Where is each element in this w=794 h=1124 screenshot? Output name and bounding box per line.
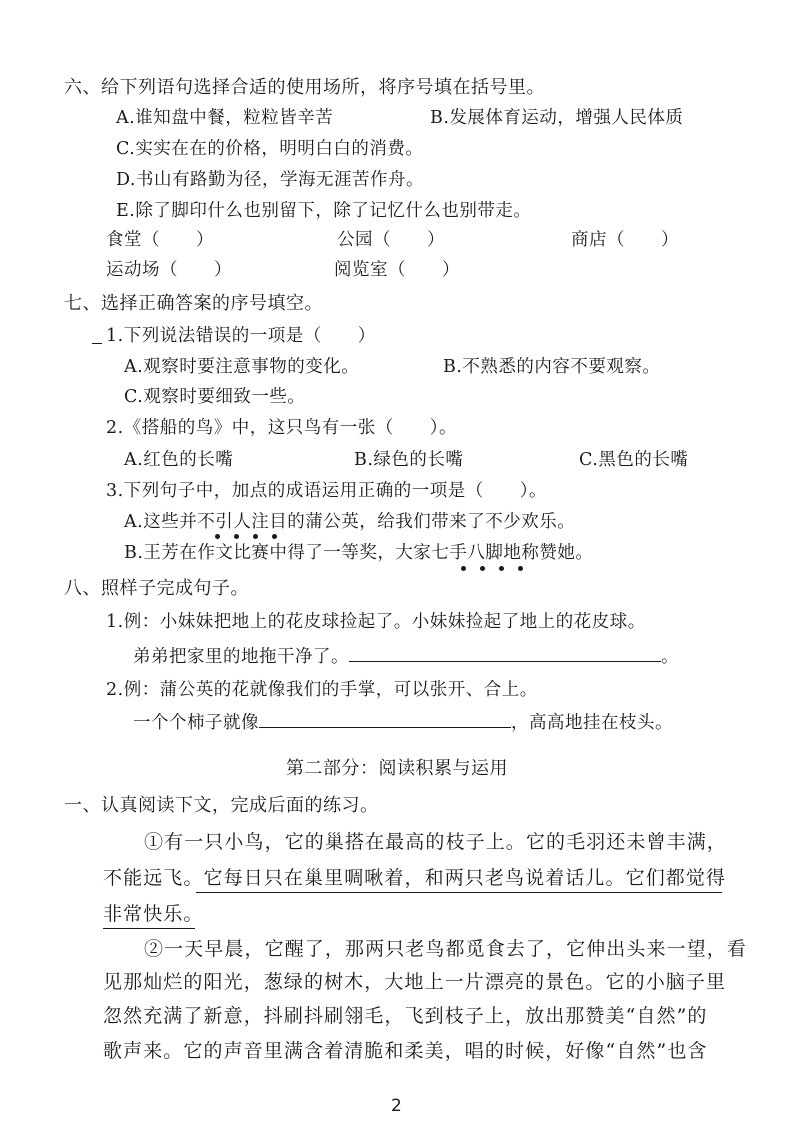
part-2-question-1: 一、认真阅读下文，完成后面的练习。 xyxy=(64,795,379,816)
s7-q1-option-c: C.观察时要细致一些。 xyxy=(124,387,306,407)
emphasis-dot xyxy=(215,534,220,539)
passage-p2-line2: 见那灿烂的阳光，葱绿的树木，大地上一片漂亮的景色。它的小脑子里 xyxy=(103,971,727,993)
s7-q2-option-c: C.黑色的长嘴 xyxy=(579,450,689,470)
answer-blank[interactable] xyxy=(349,647,661,662)
stray-mark xyxy=(92,343,102,344)
s8-q2-end: ，高高地挂在枝头。 xyxy=(511,713,673,733)
passage-p2-line3: 忽然充满了新意，抖刷抖刷翎毛，飞到枝子上，放出那赞美“自然”的 xyxy=(103,1005,708,1027)
s6-option-c: C.实实在在的价格，明明白白的消费。 xyxy=(116,139,424,159)
s8-q1-sentence-text: 弟弟把家里的地拖干净了。 xyxy=(133,647,349,667)
s7-q3: 3.下列句子中，加点的成语运用正确的一项是（ ）。 xyxy=(106,481,547,501)
passage-p1-line2: 不能远飞。它每日只在巢里啁啾着，和两只老鸟说着话儿。它们都觉得 xyxy=(103,867,727,889)
emphasis-dot xyxy=(272,534,277,539)
s6-place-store: 商店（ ） xyxy=(571,230,679,250)
s7-q3-option-a: A.这些并不引人注目的蒲公英，给我们带来了不少欢乐。 xyxy=(124,512,576,532)
s7-q2: 2.《搭船的鸟》中，这只鸟有一张（ ）。 xyxy=(106,418,457,438)
part-2-title: 第二部分：阅读积累与运用 xyxy=(286,758,508,779)
s7-q2-option-b: B.绿色的长嘴 xyxy=(354,450,464,470)
s8-q1-sentence xyxy=(133,645,679,669)
s6-option-a: A.谁知盘中餐，粒粒皆辛苦 xyxy=(116,108,334,128)
s8-q2-sentence xyxy=(133,711,673,735)
emphasis-dot xyxy=(499,566,504,571)
underline-mark xyxy=(103,928,195,929)
s7-q2-option-a: A.红色的长嘴 xyxy=(124,450,234,470)
s6-option-e: E.除了脚印什么也别留下，除了记忆什么也别带走。 xyxy=(116,201,532,221)
s6-place-park: 公园（ ） xyxy=(337,230,445,250)
emphasis-dot xyxy=(461,566,466,571)
s6-place-reading-room: 阅览室（ ） xyxy=(334,260,460,280)
emphasis-dot xyxy=(253,534,258,539)
passage-p2-line1: ②一天早晨，它醒了，那两只老鸟都觅食去了，它伸出头来一望，看 xyxy=(144,938,748,960)
s7-q1: 1.下列说法错误的一项是（ ） xyxy=(106,326,376,346)
s7-q1-option-b: B.不熟悉的内容不要观察。 xyxy=(443,357,661,377)
s8-q2-example: 2.例：蒲公英的花就像我们的手掌，可以张开、合上。 xyxy=(106,680,538,700)
underline-mark xyxy=(196,892,722,893)
section-8-title: 八、照样子完成句子。 xyxy=(64,578,249,599)
answer-blank[interactable] xyxy=(259,713,511,728)
emphasis-dot xyxy=(480,566,485,571)
s8-q1-example: 1.例：小妹妹把地上的花皮球捡起了。小妹妹捡起了地上的花皮球。 xyxy=(106,612,646,632)
s6-option-b: B.发展体育运动，增强人民体质 xyxy=(430,108,684,128)
passage-p2-line4: 歌声来。它的声音里满含着清脆和柔美，唱的时候，好像“自然”也含 xyxy=(103,1040,708,1062)
emphasis-dot xyxy=(234,534,239,539)
s8-q2-sentence-text: 一个个柿子就像 xyxy=(133,713,259,733)
s7-q3-option-b: B.王芳在作文比赛中得了一等奖，大家七手八脚地称赞她。 xyxy=(124,543,594,563)
page-number: 2 xyxy=(391,1096,402,1116)
s7-q1-option-a: A.观察时要注意事物的变化。 xyxy=(124,357,360,377)
section-6-title: 六、给下列语句选择合适的使用场所，将序号填在括号里。 xyxy=(64,77,545,98)
s6-place-canteen: 食堂（ ） xyxy=(106,230,214,250)
passage-p1-line3: 非常快乐。 xyxy=(103,903,204,925)
passage-p1-line1: ①有一只小鸟，它的巢搭在最高的枝子上。它的毛羽还未曾丰满， xyxy=(144,831,727,853)
s6-place-playground: 运动场（ ） xyxy=(106,260,232,280)
s8-q1-end: 。 xyxy=(661,647,679,667)
emphasis-dot xyxy=(518,566,523,571)
s6-option-d: D.书山有路勤为径，学海无涯苦作舟。 xyxy=(116,170,424,190)
section-7-title: 七、选择正确答案的序号填空。 xyxy=(64,293,323,314)
